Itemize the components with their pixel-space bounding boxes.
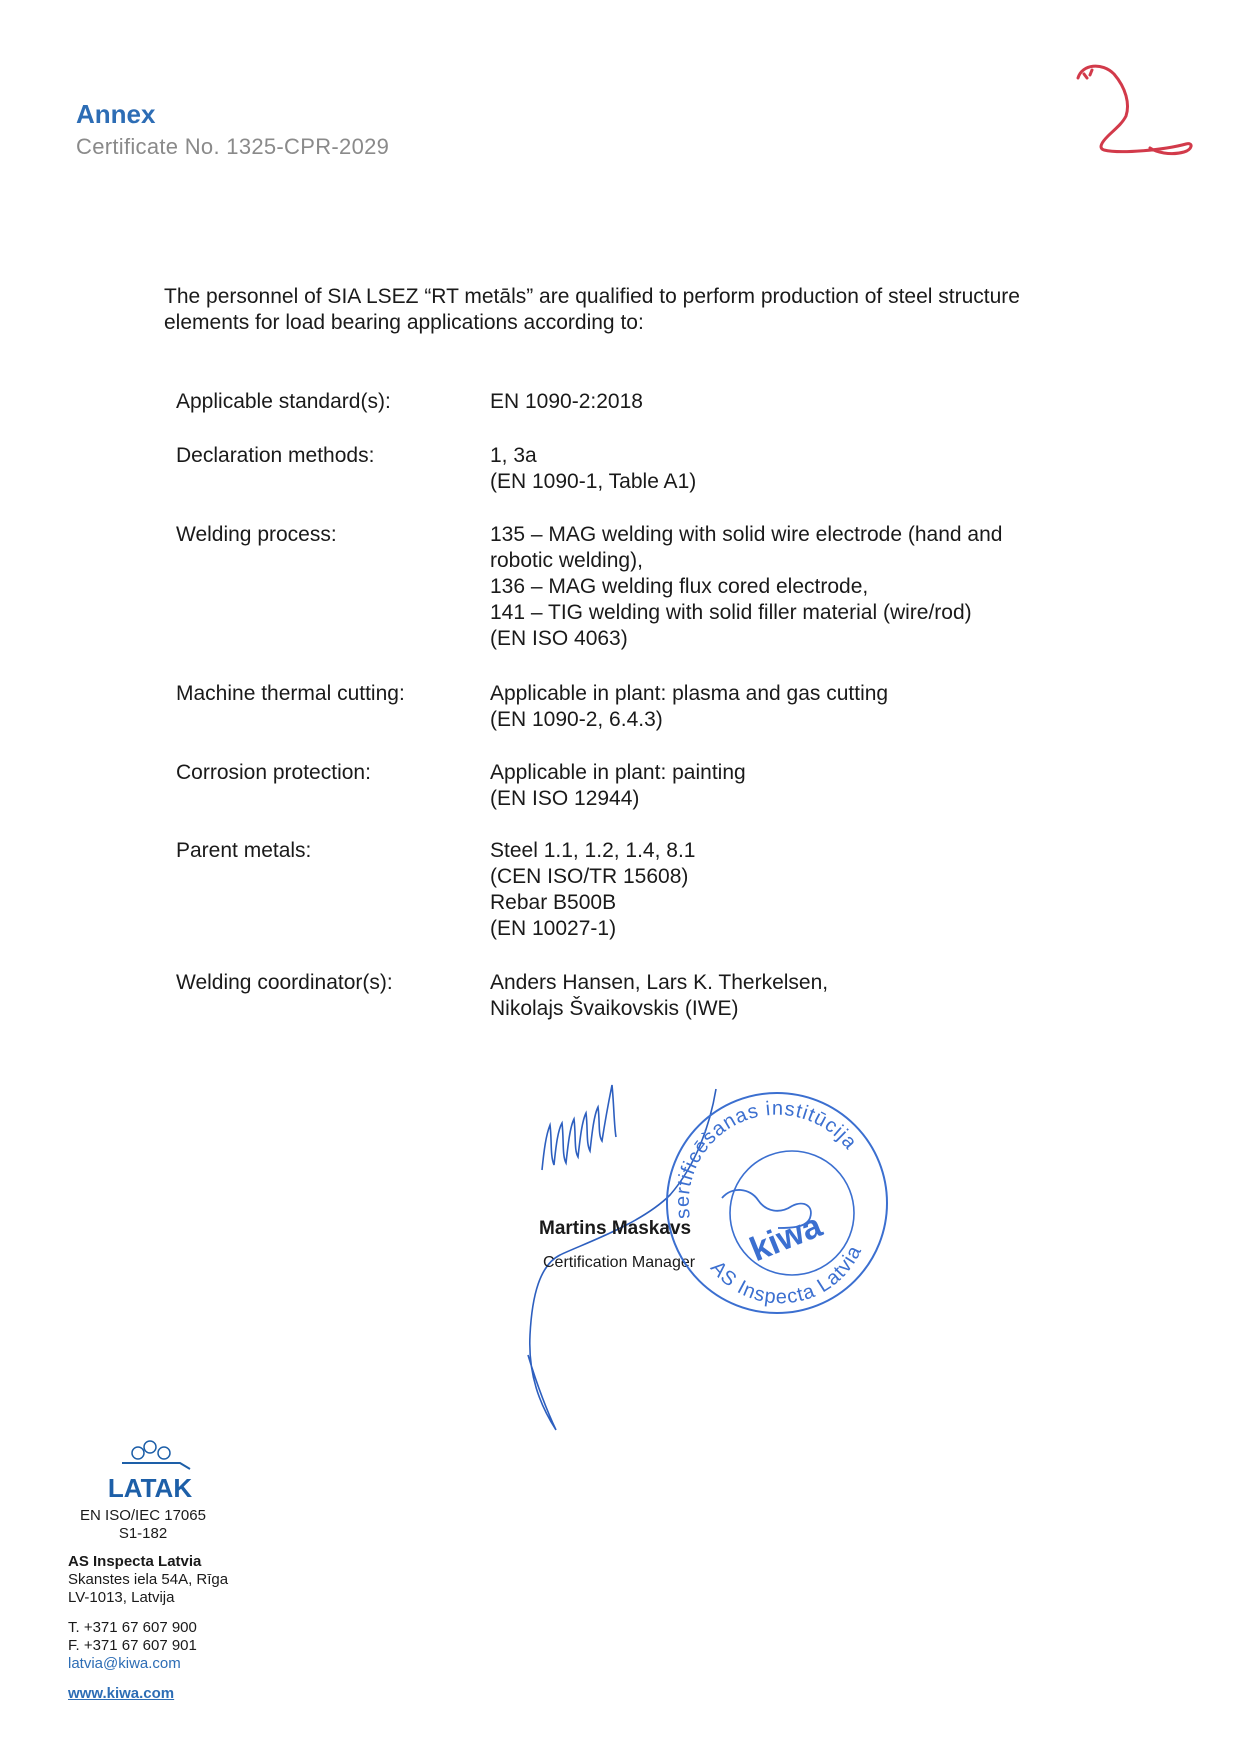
address-line-2: LV-1013, Latvija (68, 1589, 175, 1606)
spec-line: (EN ISO 4063) (490, 627, 628, 650)
spec-label: Corrosion protection: (176, 761, 371, 784)
spec-label: Applicable standard(s): (176, 390, 391, 413)
intro-paragraph: The personnel of SIA LSEZ “RT metāls” are qualified to perform production of steel structure elements for load bearing applications according to: (164, 285, 1020, 334)
spec-line: EN 1090-2:2018 (490, 390, 643, 413)
fax-number: F. +371 67 607 901 (68, 1637, 197, 1654)
spec-line: (EN 1090-1, Table A1) (490, 470, 697, 493)
spec-label: Machine thermal cutting: (176, 682, 405, 705)
website-link[interactable]: www.kiwa.com (68, 1685, 175, 1702)
spec-line: (EN ISO 12944) (490, 787, 640, 810)
spec-label: Welding process: (176, 523, 337, 546)
stamp-brand: kiwa (744, 1206, 828, 1270)
accreditation-number: S1-182 (118, 1525, 168, 1542)
spec-line: (CEN ISO/TR 15608) (490, 865, 689, 888)
spec-line: (EN 10027-1) (490, 917, 617, 940)
spec-value (490, 443, 1090, 495)
spec-line: Applicable in plant: plasma and gas cutting (490, 682, 889, 705)
latak-accreditation-logo (94, 1435, 214, 1505)
spec-line: 135 – MAG welding with solid wire electrode (hand and (490, 523, 1003, 546)
address-line-1: Skanstes iela 54A, Rīga (68, 1571, 229, 1588)
kiwa-certification-stamp (662, 1088, 892, 1318)
signer-role: Certification Manager (543, 1254, 696, 1271)
certificate-number: Certificate No. 1325-CPR-2029 (76, 134, 390, 159)
spec-label: Welding coordinator(s): (176, 971, 393, 994)
email-link[interactable]: latvia@kiwa.com (68, 1655, 181, 1672)
spec-value (490, 389, 1090, 415)
spec-value (490, 838, 1090, 942)
spec-label: Parent metals: (176, 839, 312, 862)
spec-line: Rebar B500B (490, 891, 617, 914)
spec-line: 141 – TIG welding with solid filler material (wire/rod) (490, 601, 972, 624)
stamp-top-text: sertificēšanas institūcija (671, 1097, 862, 1220)
kiwa-beaver-logo (1074, 58, 1194, 168)
annex-title: Annex (76, 99, 156, 129)
svg-text:sertificēšanas institūcija (672, 1098, 862, 1220)
spec-line: Steel 1.1, 1.2, 1.4, 8.1 (490, 839, 696, 862)
spec-label: Declaration methods: (176, 444, 375, 467)
phone-number: T. +371 67 607 900 (68, 1619, 197, 1636)
spec-line: Applicable in plant: painting (490, 761, 746, 784)
spec-value (490, 970, 1090, 1022)
spec-line: 136 – MAG welding flux cored electrode, (490, 575, 869, 598)
latak-logo-text: LATAK (107, 1473, 193, 1503)
stamp-bottom-text: AS Inspecta Latvia (705, 1241, 867, 1309)
spec-line: Nikolajs Švaikovskis (IWE) (490, 997, 739, 1020)
spec-line: robotic welding), (490, 549, 643, 572)
spec-line: 1, 3a (490, 444, 537, 467)
spec-value (490, 522, 1090, 652)
spec-value (490, 760, 1090, 812)
spec-line: (EN 1090-2, 6.4.3) (490, 708, 663, 731)
accreditation-standard: EN ISO/IEC 17065 (80, 1507, 206, 1524)
organization-name: AS Inspecta Latvia (68, 1553, 202, 1570)
spec-value (490, 681, 1090, 733)
footer-contact (68, 1435, 288, 1703)
spec-line: Anders Hansen, Lars K. Therkelsen, (490, 971, 829, 994)
signer-name: Martins Maskavs (539, 1218, 692, 1239)
